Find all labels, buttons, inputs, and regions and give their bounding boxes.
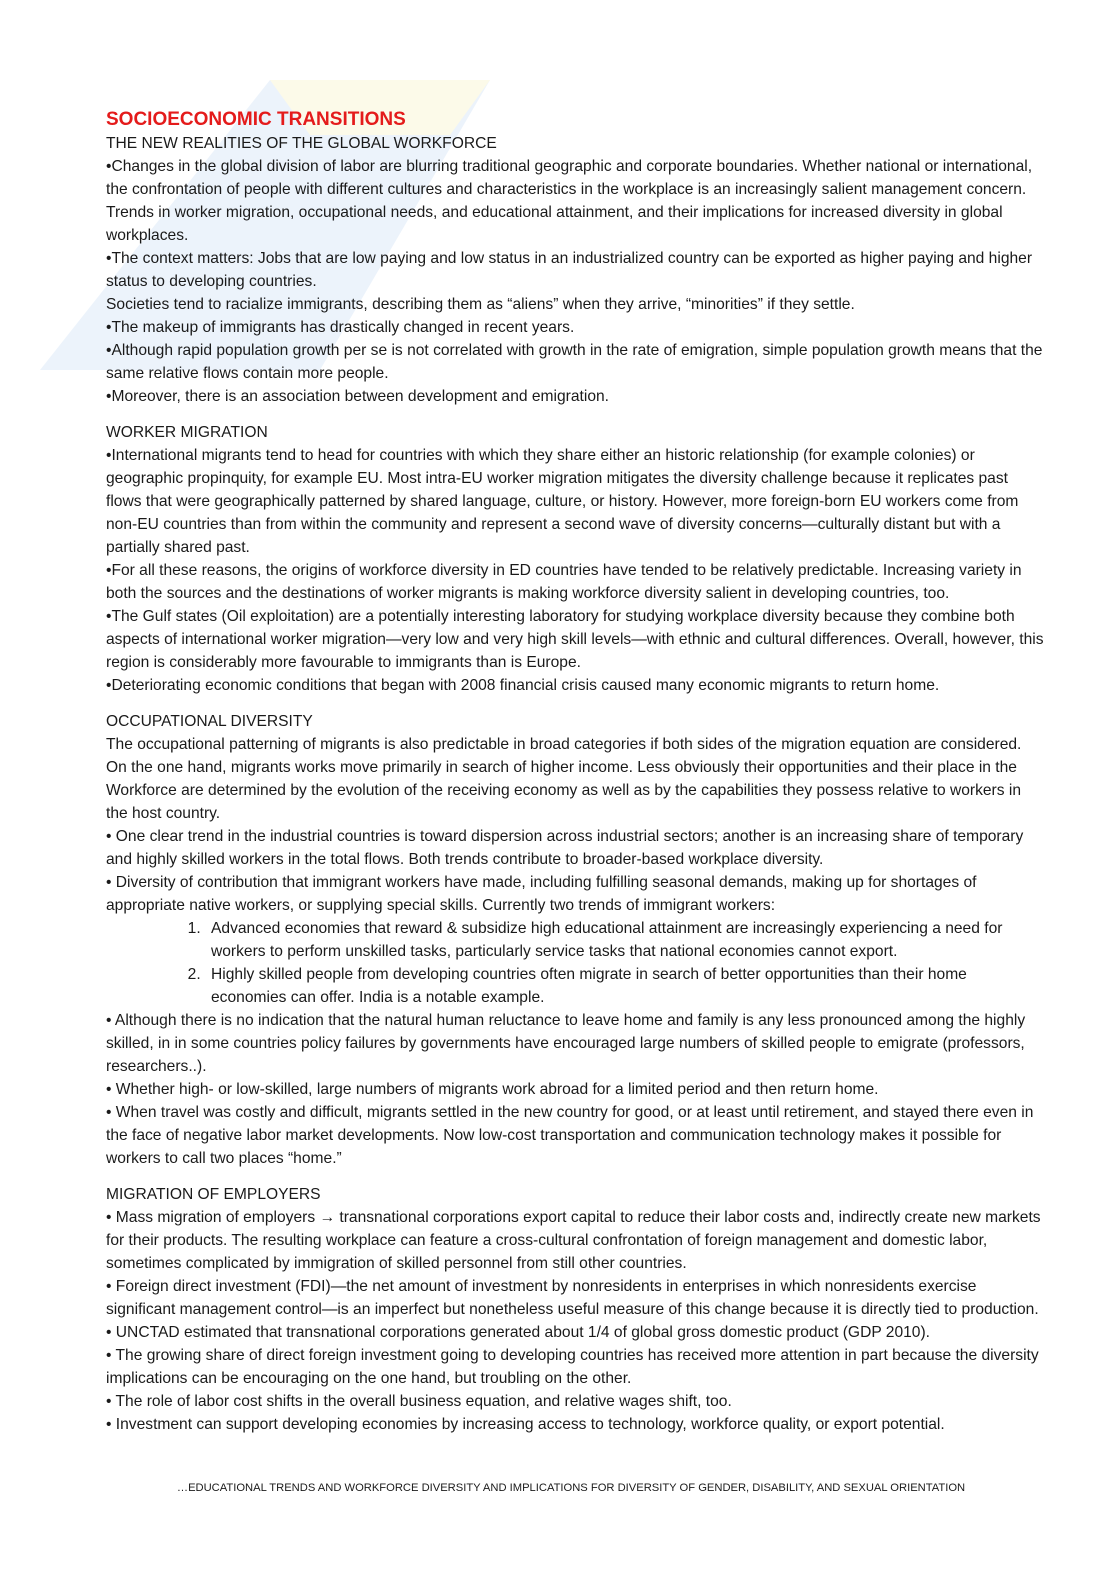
footer-text: …EDUCATIONAL TRENDS AND WORKFORCE DIVERSITY AND IMPLICATIONS FOR DIVERSITY OF GENDER, DISABILITY, AND SEXUAL ORIENTATION: [176, 1482, 966, 1494]
paragraph: • Foreign direct investment (FDI)—the net amount of investment by nonresidents in enterprises in which nonresidents exercise significant management control—is an imperfect but nonetheless useful measure of this change because it is directly tied to production.: [106, 1278, 1039, 1318]
paragraph: •The makeup of immigrants has drastically changed in recent years.: [106, 319, 575, 336]
page-footer: [0, 1481, 1116, 1495]
section-migration-of-employers: [106, 1183, 1046, 1436]
paragraph: • UNCTAD estimated that transnational corporations generated about 1/4 of global gross domestic product (GDP 2010).: [106, 1324, 930, 1341]
paragraph: Societies tend to racialize immigrants, describing them as “aliens” when they arrive, “minorities” if they settle.: [106, 296, 855, 313]
paragraph: • One clear trend in the industrial countries is toward dispersion across industrial sectors; another is an increasing share of temporary and highly skilled workers in the total flows. Both trends contribute to broader-based workplace diversity.: [106, 828, 1024, 868]
paragraph: •The Gulf states (Oil exploitation) are a potentially interesting laboratory for studying workplace diversity because they combine both aspects of international worker migration—very low and very high skill levels—with ethnic and cultural differences. Overall, however, this region is considerably more favourable to immigrants than is Europe.: [106, 608, 1044, 671]
paragraph: • When travel was costly and difficult, migrants settled in the new country for good, or at least until retirement, and stayed there even in the face of negative labor market developments. Now low-cost transportation and communication technology makes it possible for workers to call two places “home.”: [106, 1104, 1034, 1167]
paragraph: •For all these reasons, the origins of workforce diversity in ED countries have tended to be relatively predictable. Increasing variety in both the sources and the destinations of worker migrants is making workforce diversity salient in developing countries, too.: [106, 562, 1022, 602]
paragraph: •International migrants tend to head for countries with which they share either an historic relationship (for example colonies) or geographic propinquity, for example EU. Most intra-EU worker migration mitigates the diversity challenge because it replicates past flows that were geographically patterned by shared language, culture, or history. However, more foreign-born EU workers come from non-EU countries than from within the community and represent a second wave of diversity concerns—culturally distant but with a partially shared past.: [106, 447, 1019, 556]
paragraph: • Diversity of contribution that immigrant workers have made, including fulfilling seasonal demands, making up for shortages of appropriate native workers, or supplying special skills. Currently two trends of immigrant workers:: [106, 874, 977, 914]
paragraph: •Changes in the global division of labor are blurring traditional geographic and corporate boundaries. Whether national or international, the confrontation of people with different cultures and characteristics in the workplace is an increasingly salient management concern. Trends in worker migration, occupational needs, and educational attainment, and their implications for increased diversity in global workplaces.: [106, 158, 1033, 244]
section-occupational-diversity: [106, 710, 1046, 1170]
section-heading: OCCUPATIONAL DIVERSITY: [106, 713, 313, 730]
paragraph: • Whether high- or low-skilled, large numbers of migrants work abroad for a limited period and then return home.: [106, 1081, 879, 1098]
section-global-workforce: [106, 132, 1046, 408]
document-page: [106, 108, 1046, 1449]
document-title: SOCIOECONOMIC TRANSITIONS: [106, 109, 406, 130]
section-heading: THE NEW REALITIES OF THE GLOBAL WORKFORCE: [106, 135, 497, 152]
paragraph: • The growing share of direct foreign investment going to developing countries has received more attention in part because the diversity implications can be encouraging on the one hand, but troubling on the other.: [106, 1347, 1039, 1387]
list-item: 2. Highly skilled people from developing countries often migrate in search of better opportunities than their home economies can offer. India is a notable example.: [205, 963, 1046, 1009]
list-item: 1. Advanced economies that reward & subsidize high educational attainment are increasingly experiencing a need for workers to perform unskilled tasks, particularly service tasks that national economies cannot export.: [205, 917, 1046, 963]
paragraph: •The context matters: Jobs that are low paying and low status in an industrialized country can be exported as higher paying and higher status to developing countries.: [106, 250, 1033, 290]
numbered-list: [106, 917, 1046, 1009]
paragraph: The occupational patterning of migrants is also predictable in broad categories if both sides of the migration equation are considered. On the one hand, migrants works move primarily in search of higher income. Less obviously their opportunities and their place in the Workforce are determined by the evolution of the receiving economy as well as by the capabilities they possess relative to workers in the host country.: [106, 736, 1022, 822]
section-heading: WORKER MIGRATION: [106, 424, 268, 441]
section-heading: MIGRATION OF EMPLOYERS: [106, 1186, 321, 1203]
paragraph: • Mass migration of employers → transnational corporations export capital to reduce their labor costs and, indirectly create new markets for their products. The resulting workplace can feature a cross-cultural confrontation of foreign management and domestic labor, sometimes complicated by immigration of skilled personnel from still other countries.: [106, 1209, 1041, 1272]
paragraph: • Investment can support developing economies by increasing access to technology, workforce quality, or export potential.: [106, 1416, 945, 1433]
paragraph: • The role of labor cost shifts in the overall business equation, and relative wages shift, too.: [106, 1393, 732, 1410]
paragraph: • Although there is no indication that the natural human reluctance to leave home and family is any less pronounced among the highly skilled, in in some countries policy failures by governments have encouraged large numbers of skilled people to emigrate (professors, researchers..).: [106, 1012, 1026, 1075]
section-worker-migration: [106, 421, 1046, 697]
paragraph: •Moreover, there is an association between development and emigration.: [106, 388, 610, 405]
paragraph: •Deteriorating economic conditions that began with 2008 financial crisis caused many economic migrants to return home.: [106, 677, 940, 694]
paragraph: •Although rapid population growth per se is not correlated with growth in the rate of emigration, simple population growth means that the same relative flows contain more people.: [106, 342, 1043, 382]
